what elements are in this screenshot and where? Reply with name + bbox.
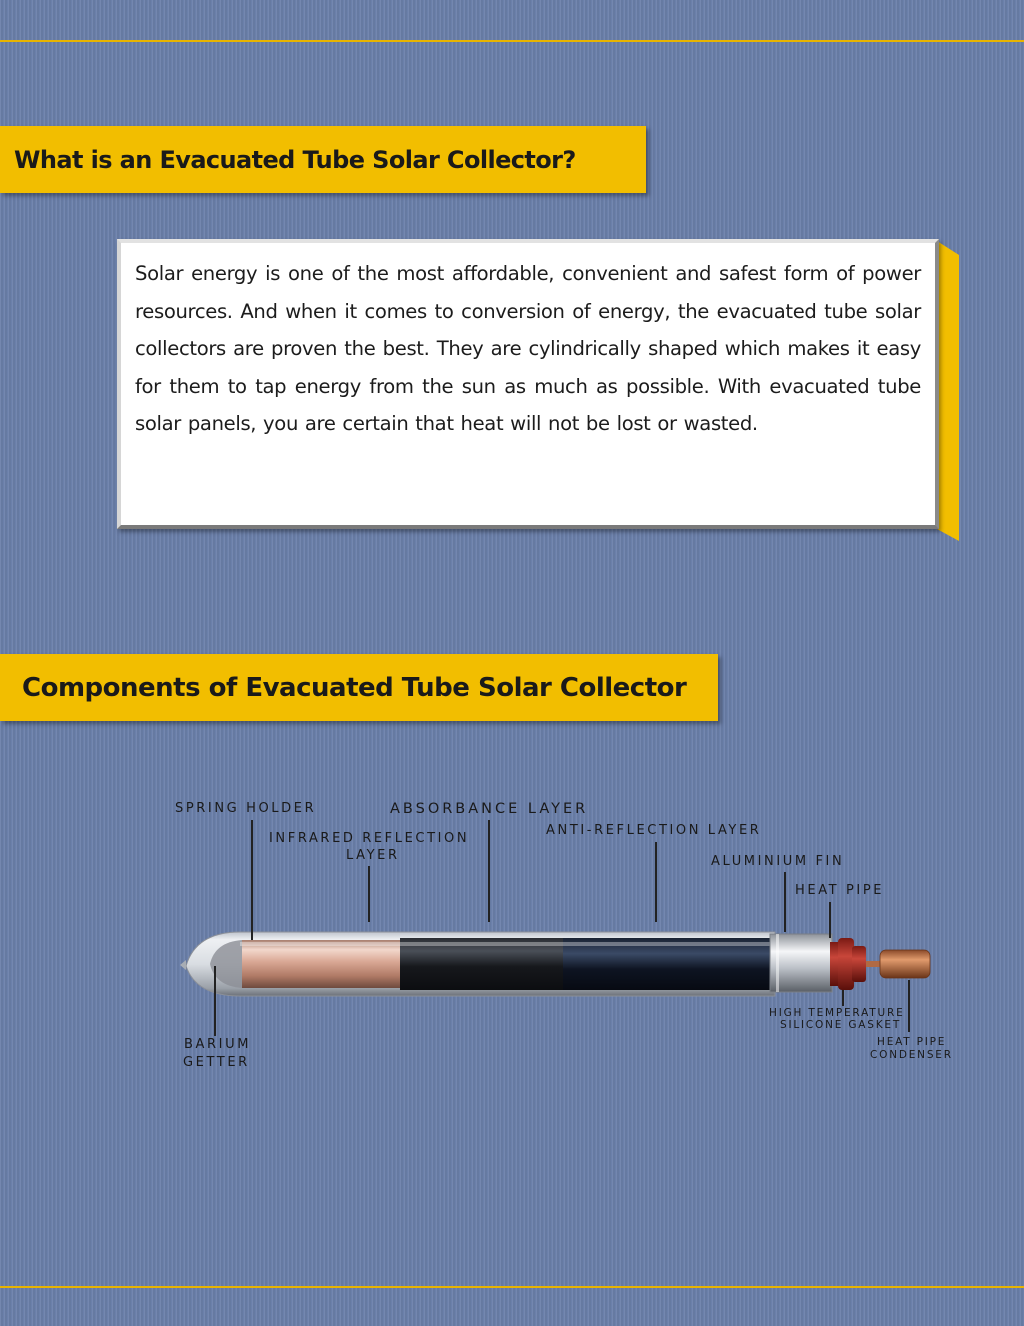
intro-paragraph: Solar energy is one of the most affordable, convenient and safest form of power resources. And when it comes to conversion of energy, the evacuated tube solar collectors are proven the best. They are cylindrically shaped which makes it easy for them to tap energy from the sun as much as possible. With evacuated tube solar panels, you are certain that heat will not be lost or wasted. [135, 262, 921, 436]
leader-heat-pipe [829, 902, 831, 938]
label-infrared-reflection-line1: INFRARED REFLECTION [269, 831, 470, 846]
callout-accent-bar [937, 241, 959, 541]
evacuated-tube-illustration [0, 790, 1024, 1090]
label-anti-reflection-layer: ANTI-REFLECTION LAYER [546, 823, 762, 838]
label-silicone-gasket-line1: HIGH TEMPERATURE [769, 1007, 905, 1019]
leader-aluminium-fin [784, 872, 786, 932]
leader-absorbance-layer [488, 820, 490, 922]
intro-text-box [117, 239, 939, 529]
leader-spring-holder [251, 820, 253, 940]
bottom-rule [0, 1286, 1024, 1288]
label-barium-getter-line1: BARIUM [184, 1037, 252, 1052]
label-absorbance-layer: ABSORBANCE LAYER [390, 801, 589, 817]
label-silicone-gasket-line2: SILICONE GASKET [780, 1019, 902, 1031]
label-heat-pipe: HEAT PIPE [795, 883, 885, 898]
section-heading-text: Components of Evacuated Tube Solar Collector [22, 672, 687, 703]
label-heat-pipe-condenser-line1: HEAT PIPE [877, 1036, 947, 1048]
label-spring-holder: SPRING HOLDER [175, 801, 317, 816]
label-aluminium-fin: ALUMINIUM FIN [711, 854, 845, 869]
leader-heat-pipe-condenser [908, 980, 910, 1032]
leader-barium-getter [214, 966, 216, 1036]
leader-silicone-gasket [842, 990, 844, 1006]
label-barium-getter-line2: GETTER [183, 1055, 250, 1070]
section-heading-what-is [0, 126, 646, 193]
leader-infrared-reflection [368, 866, 370, 922]
leader-anti-reflection [655, 842, 657, 922]
top-rule [0, 40, 1024, 42]
label-heat-pipe-condenser-line2: CONDENSER [870, 1049, 953, 1061]
intro-callout [115, 237, 965, 545]
section-heading-text: What is an Evacuated Tube Solar Collector? [14, 145, 576, 174]
evacuated-tube-diagram [0, 790, 1024, 1090]
section-heading-components [0, 654, 718, 721]
label-infrared-reflection-line2: LAYER [346, 848, 400, 863]
